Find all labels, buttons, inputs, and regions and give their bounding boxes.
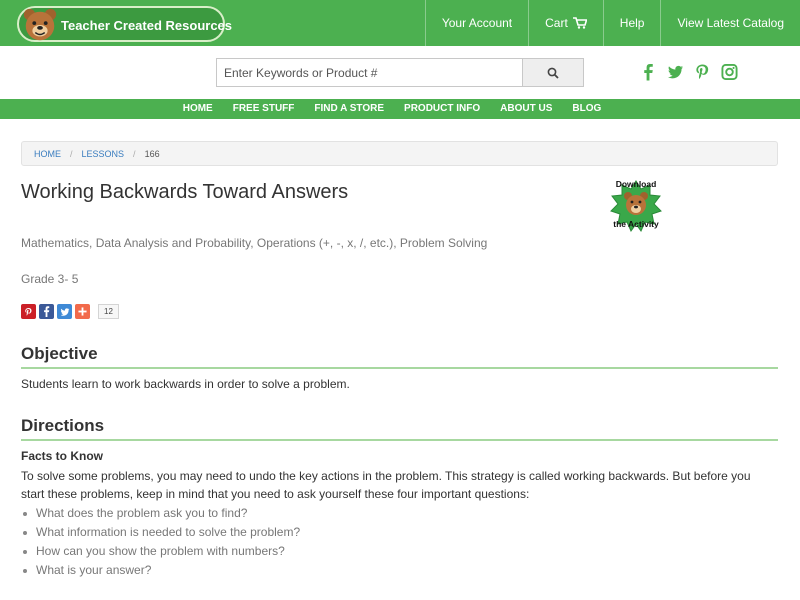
bullet-icon	[23, 512, 27, 516]
bullet-icon	[23, 569, 27, 573]
download-label-line1: Download	[615, 179, 657, 189]
more-share-button[interactable]	[75, 304, 90, 319]
your-account-link[interactable]	[425, 0, 528, 46]
help-label: Help	[619, 16, 645, 30]
logo-text: Teacher Created Resources	[61, 18, 233, 33]
share-count-badge: 12	[98, 304, 119, 319]
download-activity-button[interactable]	[606, 177, 666, 233]
breadcrumb-separator: /	[133, 148, 136, 159]
question-text: What is your answer?	[36, 563, 152, 577]
breadcrumb-lessons[interactable]: LESSONS	[81, 148, 125, 159]
list-item	[21, 561, 300, 580]
share-buttons	[21, 304, 119, 319]
breadcrumb	[21, 141, 778, 166]
page-title: Working Backwards Toward Answers	[21, 181, 349, 203]
facts-to-know-heading: Facts to Know	[21, 449, 104, 463]
social-links	[640, 63, 738, 81]
nav-product-info[interactable]: PRODUCT INFO	[404, 103, 481, 114]
facebook-icon	[43, 306, 50, 317]
bear-mascot-icon	[21, 6, 59, 44]
twitter-share-button[interactable]	[57, 304, 72, 319]
question-text: How can you show the problem with numbers?	[36, 544, 285, 558]
cart-label: Cart	[545, 16, 568, 30]
instagram-icon[interactable]	[721, 63, 738, 81]
catalog-label: View Latest Catalog	[677, 16, 784, 30]
download-label-line2: the Activity	[613, 219, 659, 229]
help-link[interactable]	[603, 0, 661, 46]
cart-link[interactable]	[528, 0, 603, 46]
nav-blog[interactable]: BLOG	[572, 103, 602, 114]
plus-icon	[78, 307, 87, 316]
list-item	[21, 523, 300, 542]
search-icon	[547, 67, 559, 79]
view-latest-catalog-link[interactable]	[660, 0, 800, 46]
breadcrumb-current: 166	[144, 148, 160, 159]
bullet-icon	[23, 531, 27, 535]
pinterest-icon[interactable]	[694, 63, 711, 81]
bullet-icon	[23, 550, 27, 554]
facts-to-know-text: To solve some problems, you may need to undo the key actions in the problem. This strategy is called working backwards. But before you start these problems, keep in mind that you need to ask yourself these four important questions:	[21, 469, 751, 501]
your-account-label: Your Account	[441, 16, 513, 30]
account-nav	[425, 0, 800, 46]
list-item	[21, 542, 300, 561]
lesson-grade: Grade 3- 5	[21, 272, 79, 286]
nav-home[interactable]: HOME	[182, 103, 213, 114]
directions-heading: Directions	[21, 416, 778, 441]
facebook-icon[interactable]	[640, 63, 657, 81]
search-band	[0, 46, 800, 99]
list-item	[21, 504, 300, 523]
twitter-icon[interactable]	[667, 63, 684, 81]
nav-about-us[interactable]: ABOUT US	[500, 103, 553, 114]
nav-find-a-store[interactable]: FIND A STORE	[314, 103, 385, 114]
pinterest-share-button[interactable]	[21, 304, 36, 319]
cart-icon	[573, 17, 587, 29]
facebook-share-button[interactable]	[39, 304, 54, 319]
main-nav	[0, 99, 800, 119]
search-button[interactable]	[522, 58, 584, 87]
pinterest-icon	[24, 307, 33, 317]
site-logo[interactable]	[17, 6, 233, 42]
question-text: What does the problem ask you to find?	[36, 506, 248, 520]
lesson-subjects: Mathematics, Data Analysis and Probability, Operations (+, -, x, /, etc.), Problem Solving	[21, 236, 488, 250]
question-text: What information is needed to solve the problem?	[36, 525, 301, 539]
objective-heading: Objective	[21, 344, 778, 369]
twitter-icon	[60, 307, 70, 317]
nav-free-stuff[interactable]: FREE STUFF	[232, 103, 295, 114]
top-header	[0, 0, 800, 46]
objective-text: Students learn to work backwards in order to solve a problem.	[21, 377, 350, 391]
breadcrumb-home[interactable]: HOME	[34, 148, 61, 159]
breadcrumb-separator: /	[70, 148, 73, 159]
search-input[interactable]	[216, 58, 523, 87]
question-list	[21, 504, 300, 580]
